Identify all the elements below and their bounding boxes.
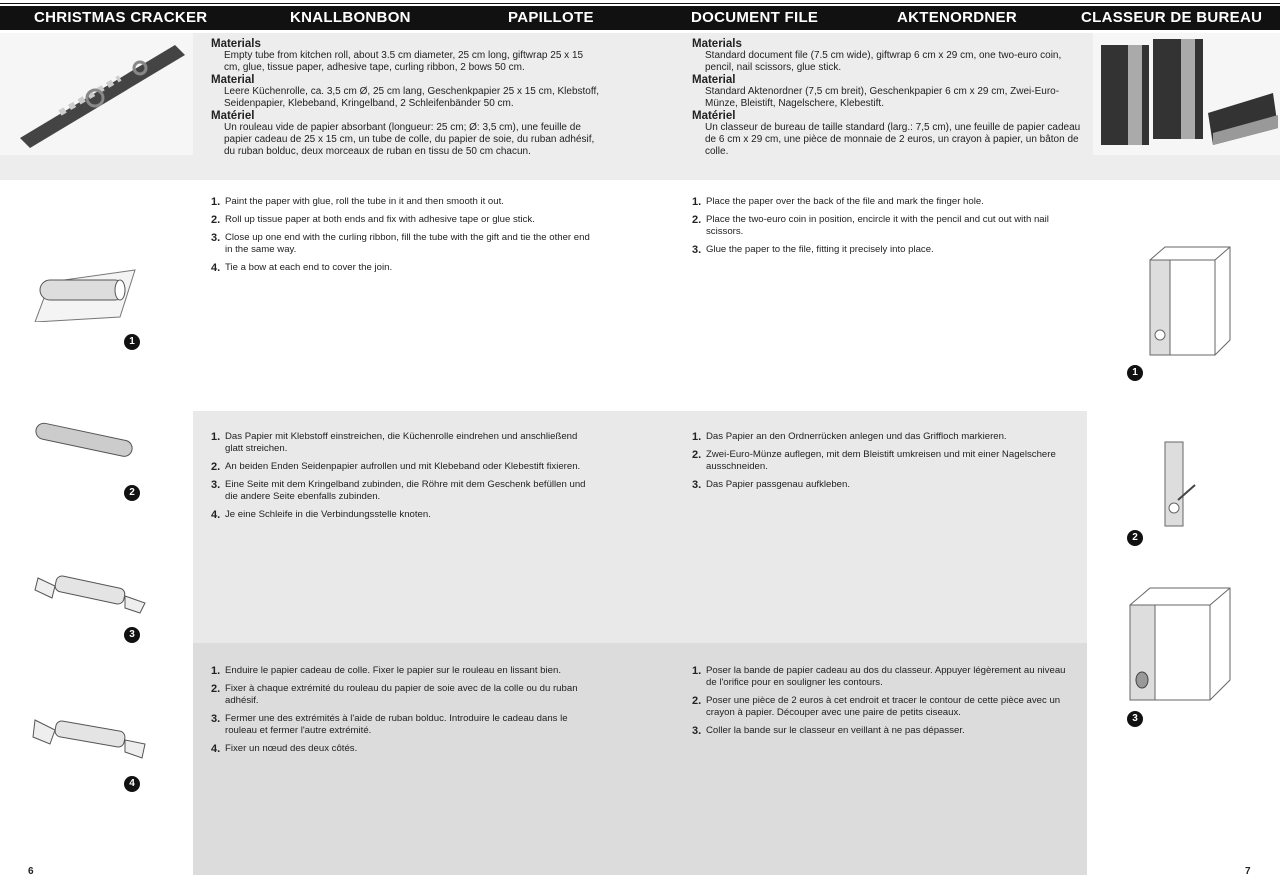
step-item	[211, 431, 591, 455]
step-number-badge: 2	[1127, 530, 1143, 546]
materials-band	[0, 33, 1280, 180]
step-item	[211, 683, 591, 707]
steps-list	[692, 196, 1077, 262]
step-item	[211, 509, 591, 521]
step-text: Je eine Schleife in die Verbindungsstelle knoten.	[225, 509, 431, 520]
step-number: 3.	[211, 479, 221, 491]
step-text: Fixer un nœud des deux côtés.	[225, 743, 358, 754]
title-de-cracker: KNALLBONBON	[290, 9, 411, 26]
step-number-badge: 3	[1127, 711, 1143, 727]
steps-list	[211, 665, 591, 761]
section-header	[0, 0, 1280, 33]
step-item	[692, 479, 1077, 491]
step-number: 4.	[211, 262, 221, 274]
step-text: Roll up tissue paper at both ends and fix with adhesive tape or glue stick.	[225, 214, 535, 225]
title-de-file: AKTENORDNER	[897, 9, 1017, 26]
binder-marking-illustration	[1140, 245, 1235, 360]
page-number-right: 7	[1245, 866, 1251, 877]
step-text: Fixer à chaque extrémité du rouleau du papier de soie avec de la colle ou du ruban adhésif.	[225, 683, 578, 706]
step-item	[211, 665, 591, 677]
step-item	[692, 196, 1077, 208]
step-number: 1.	[692, 431, 702, 443]
materials-heading: Matériel	[211, 110, 255, 122]
step-item	[692, 695, 1077, 719]
step-text: Coller la bande sur le classeur en veillant à ne pas dépasser.	[706, 725, 965, 736]
finished-cracker-illustration	[30, 712, 150, 762]
materials-heading: Matériel	[692, 110, 736, 122]
materials-heading: Material	[692, 74, 736, 86]
step-number: 2.	[211, 461, 221, 473]
step-item	[692, 449, 1077, 473]
step-item	[692, 431, 1077, 443]
step-number: 1.	[211, 431, 221, 443]
step-number: 1.	[692, 196, 702, 208]
step-text: Tie a bow at each end to cover the join.	[225, 262, 393, 273]
step-item	[211, 262, 591, 274]
tied-cracker-illustration	[30, 568, 150, 618]
wrapped-tube-illustration	[30, 420, 140, 465]
step-text: Place the two-euro coin in position, encircle it with the pencil and cut out with nail scissors.	[706, 214, 1049, 237]
materials-text: Standard document file (7.5 cm wide), giftwrap 6 cm x 29 cm, one two-euro coin, pencil, nail scissors, glue stick.	[705, 50, 1062, 73]
step-number: 2.	[692, 449, 702, 461]
step-text: Paint the paper with glue, roll the tube in it and then smooth it out.	[225, 196, 504, 207]
step-text: Das Papier mit Klebstoff einstreichen, die Küchenrolle eindrehen und anschließend glatt streichen.	[225, 431, 578, 454]
step-item	[211, 743, 591, 755]
step-text: Enduire le papier cadeau de colle. Fixer le papier sur le rouleau en lissant bien.	[225, 665, 561, 676]
step-number-badge: 2	[124, 485, 140, 501]
step-text: Fermer une des extrémités à l'aide de ruban bolduc. Introduire le cadeau dans le rouleau et fermer l'autre extrémité.	[225, 713, 568, 736]
step-number-badge: 3	[124, 627, 140, 643]
step-text: Poser la bande de papier cadeau au dos du classeur. Appuyer légèrement au niveau de l'orifice pour en souligner les contours.	[706, 665, 1066, 688]
title-fr-file: CLASSEUR DE BUREAU	[1081, 9, 1263, 26]
step-text: Glue the paper to the file, fitting it precisely into place.	[706, 244, 934, 255]
step-item	[692, 665, 1077, 689]
step-item	[211, 713, 591, 737]
cracker-materials	[211, 38, 601, 158]
step-item	[211, 196, 591, 208]
finished-binder-illustration	[1120, 585, 1235, 705]
step-item	[692, 214, 1077, 238]
binders-photo	[1093, 33, 1280, 155]
step-number: 2.	[211, 214, 221, 226]
cracker-photo	[0, 33, 193, 155]
step-number: 4.	[211, 743, 221, 755]
step-number-badge: 1	[1127, 365, 1143, 381]
title-en-file: DOCUMENT FILE	[691, 9, 819, 26]
step-item	[211, 214, 591, 226]
step-text: Das Papier passgenau aufkleben.	[706, 479, 851, 490]
step-number: 3.	[692, 479, 702, 491]
step-text: Poser une pièce de 2 euros à cet endroit et tracer le contour de cette pièce avec un crayon à papier. Découper avec une paire de petits ciseaux.	[706, 695, 1061, 718]
step-text: An beiden Enden Seidenpapier aufrollen und mit Klebeband oder Klebestift fixieren.	[225, 461, 581, 472]
steps-list	[211, 431, 591, 527]
step-number: 1.	[211, 665, 221, 677]
step-text: Close up one end with the curling ribbon, fill the tube with the gift and tie the other end in the same way.	[225, 232, 590, 255]
step-text: Eine Seite mit dem Kringelband zubinden, die Röhre mit dem Geschenk befüllen und die andere Seite ebenfalls zubinden.	[225, 479, 586, 502]
coin-trace-illustration	[1160, 440, 1210, 530]
materials-text: Un classeur de bureau de taille standard (larg.: 7,5 cm), une feuille de papier cadeau de 6 cm x 29 cm, une pièce de monnaie de 2 euros, un crayon à papier, un bâton de colle.	[705, 122, 1081, 157]
steps-list	[692, 431, 1077, 497]
step-number-badge: 4	[124, 776, 140, 792]
file-materials	[692, 38, 1087, 158]
step-number: 3.	[692, 725, 702, 737]
materials-text: Un rouleau vide de papier absorbant (longueur: 25 cm; Ø: 3,5 cm), une feuille de papier cadeau de 25 x 15 cm, un tube de colle, du papier de soie, du ruban adhésif, du ruban bolduc, deux morceaux de ruban en tissu de 50 cm chacun.	[224, 122, 595, 157]
step-number: 2.	[692, 695, 702, 707]
materials-text: Empty tube from kitchen roll, about 3.5 cm diameter, 25 cm long, giftwrap 25 x 15 cm, glue, tissue paper, adhesive tape, curling ribbon, 2 bows 50 cm.	[224, 50, 584, 73]
step-item	[211, 232, 591, 256]
step-item	[692, 725, 1077, 737]
step-text: Zwei-Euro-Münze auflegen, mit dem Bleistift umkreisen und mit einer Nagelschere ausschneiden.	[706, 449, 1056, 472]
header-rule	[0, 3, 1280, 4]
step-number: 1.	[692, 665, 702, 677]
step-number: 4.	[211, 509, 221, 521]
steps-list	[692, 665, 1077, 743]
materials-text: Standard Aktenordner (7,5 cm breit), Geschenkpapier 6 cm x 29 cm, Zwei-Euro-Münze, Bleistift, Nagelschere, Klebestift.	[705, 86, 1060, 109]
step-text: Das Papier an den Ordnerrücken anlegen und das Griffloch markieren.	[706, 431, 1007, 442]
step-number: 1.	[211, 196, 221, 208]
materials-heading: Material	[211, 74, 255, 86]
step-item	[211, 461, 591, 473]
materials-heading: Materials	[211, 38, 261, 50]
step-number: 3.	[211, 232, 221, 244]
steps-list	[211, 196, 591, 280]
materials-text: Leere Küchenrolle, ca. 3,5 cm Ø, 25 cm lang, Geschenkpapier 25 x 15 cm, Klebstoff, Seidenpapier, Klebeband, Kringelband, 2 Schleifenbänder 50 cm.	[224, 86, 600, 109]
step-number: 2.	[211, 683, 221, 695]
materials-heading: Materials	[692, 38, 742, 50]
page-number-left: 6	[28, 866, 34, 877]
tube-on-paper-illustration	[30, 262, 140, 322]
title-fr-cracker: PAPILLOTE	[508, 9, 594, 26]
title-en-cracker: CHRISTMAS CRACKER	[34, 9, 208, 26]
step-text: Place the paper over the back of the file and mark the finger hole.	[706, 196, 984, 207]
step-item	[211, 479, 591, 503]
step-number: 3.	[211, 713, 221, 725]
step-number-badge: 1	[124, 334, 140, 350]
step-number: 3.	[692, 244, 702, 256]
step-number: 2.	[692, 214, 702, 226]
step-item	[692, 244, 1077, 256]
